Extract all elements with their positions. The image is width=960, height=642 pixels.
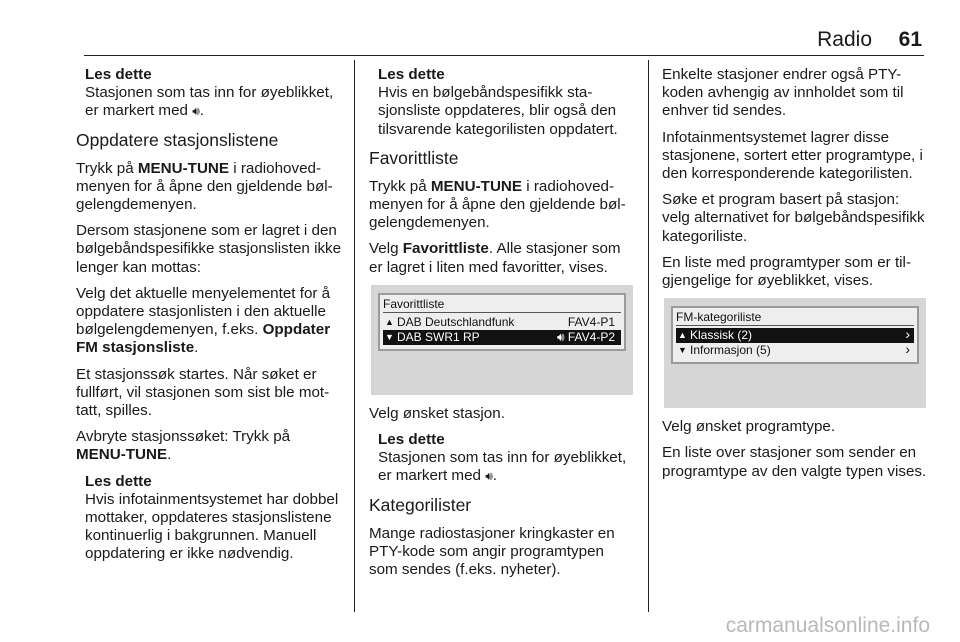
paragraph: Trykk på MENU-TUNE i radiohovedmenyen for å åpne den gjeldende bølgelengdemenyen.: [76, 159, 333, 214]
note-text-end: .: [492, 467, 497, 485]
speaker-icon: 🔊︎: [556, 329, 565, 344]
note-text: Hvis infotainmentsystemet har dobbel mottaker, oppdateres stasjonslistene kontinuerlig i bakgrunnen. Manuell oppdatering er ikke nødvendig.: [85, 490, 339, 563]
note-title: Les dette: [85, 66, 152, 83]
note-text: Stasjonen som tas inn for øyeblikket, er markert med: [85, 84, 334, 120]
note-title: Les dette: [378, 66, 445, 83]
paragraph: Velg det aktuelle menyelementet for å oppdatere stasjonlisten i den aktuelle bølgelengdemenyen, f.eks. Oppdater FM stasjonsliste.: [76, 284, 331, 357]
fav-slot-with-speaker: 🔊︎ FAV4-P2: [556, 329, 615, 344]
paragraph: Velg ønsket stasjon.: [369, 404, 505, 422]
paragraph: Velg ønsket programtype.: [662, 418, 836, 436]
paragraph: Infotainmentsystemet lagrer disse stasjonene, sortert etter programtype, i den korresponderende kategorilisten.: [662, 128, 923, 183]
page-number: 61: [898, 28, 922, 51]
screen-frame: [671, 306, 919, 364]
heading-update-lists: Oppdatere stasjonslistene: [76, 129, 279, 150]
heading-category-lists: Kategorilister: [369, 494, 472, 515]
paragraph: En liste med programtyper som er tilgjengelige for øyeblikket, vises.: [662, 253, 911, 290]
menu-tune-label: MENU-TUNE: [430, 177, 523, 195]
chevron-right-icon: ›: [905, 341, 910, 358]
screen-frame: [378, 293, 626, 351]
menu-tune-label: MENU-TUNE: [76, 446, 168, 464]
fav-slot: FAV4-P1: [567, 314, 615, 329]
list-item[interactable]: [383, 315, 621, 330]
category-label: Klassisk (2): [690, 328, 753, 343]
paragraph: Dersom stasjonene som er lagret i den bølgebåndspesifikke stasjonslisten ikke lenger kan mottas:: [76, 222, 342, 276]
paragraph: Trykk på MENU-TUNE i radiohovedmenyen for å åpne den gjeldende bølgelengdemenyen.: [369, 177, 626, 232]
header-rule: [84, 55, 924, 56]
chevron-right-icon: ›: [905, 326, 910, 343]
column-divider: [648, 60, 649, 612]
note-text: Stasjonen som tas inn for øyeblikket, er markert med: [378, 449, 627, 485]
note-text-end: .: [199, 102, 204, 120]
arrow-up-icon: ▲: [678, 330, 687, 341]
note-title: Les dette: [85, 472, 152, 490]
column-2: [369, 66, 635, 587]
page-header: [0, 26, 960, 56]
note-box: [76, 66, 344, 121]
station-label: DAB Deutschlandfunk: [397, 314, 515, 329]
paragraph: Søke et program basert på stasjon: velg alternativet for bølgebåndspesifikk kategoriliste.: [662, 191, 925, 245]
list-item-selected[interactable]: [676, 328, 914, 343]
section-title: Radio: [817, 28, 872, 51]
list-item[interactable]: [676, 343, 914, 358]
paragraph: En liste over stasjoner som sender en programtype av den valgte typen vises.: [662, 444, 927, 480]
paragraph: Avbryte stasjonssøket: Trykk på MENU-TUNE.: [76, 428, 291, 464]
column-1: [76, 66, 344, 573]
station-label: DAB SWR1 RP: [397, 329, 480, 344]
category-label: Informasjon (5): [690, 343, 771, 358]
note-box: [76, 473, 344, 564]
list-item-selected[interactable]: [383, 330, 621, 345]
category-screen: [664, 298, 926, 408]
note-title: Les dette: [378, 431, 445, 449]
screen-title: FM-kategoriliste: [676, 310, 914, 326]
paragraph: Velg Favorittliste. Alle stasjoner som er lagret i liten med favoritter, vises.: [369, 240, 621, 276]
note-box: [369, 431, 635, 486]
favorites-label: Favorittliste: [402, 240, 489, 258]
screen-title: Favorittliste: [383, 297, 621, 313]
speaker-icon: 🔊︎: [485, 469, 493, 484]
arrow-up-icon: ▲: [385, 316, 394, 327]
heading-favorites: Favorittliste: [369, 147, 459, 168]
column-3: [662, 66, 928, 489]
arrow-down-icon: ▼: [678, 345, 687, 356]
menu-item-label: Oppdater FM stasjonsliste: [76, 321, 331, 357]
favorites-screen: [371, 285, 633, 395]
arrow-down-icon: ▼: [385, 331, 394, 342]
paragraph: Mange radiostasjoner kringkaster en PTY-kode som angir programtypen som sendes (f.eks. nyheter).: [369, 524, 615, 579]
note-box: [369, 66, 635, 139]
watermark: carmanualsonline.info: [725, 614, 930, 637]
column-divider: [354, 60, 355, 612]
note-text: Hvis en bølgebåndspesifikk stasjonsliste oppdateres, blir også den tilsvarende kategorilisten oppdatert.: [378, 84, 618, 138]
paragraph: Enkelte stasjoner endrer også PTY-koden avhengig av innholdet som til enhver tid sendes.: [662, 66, 904, 120]
paragraph: Et stasjonssøk startes. Når søket er fullført, vil stasjonen som sist ble mottatt, spilles.: [76, 365, 330, 420]
speaker-icon: 🔊︎: [192, 104, 200, 119]
menu-tune-label: MENU-TUNE: [137, 159, 230, 177]
